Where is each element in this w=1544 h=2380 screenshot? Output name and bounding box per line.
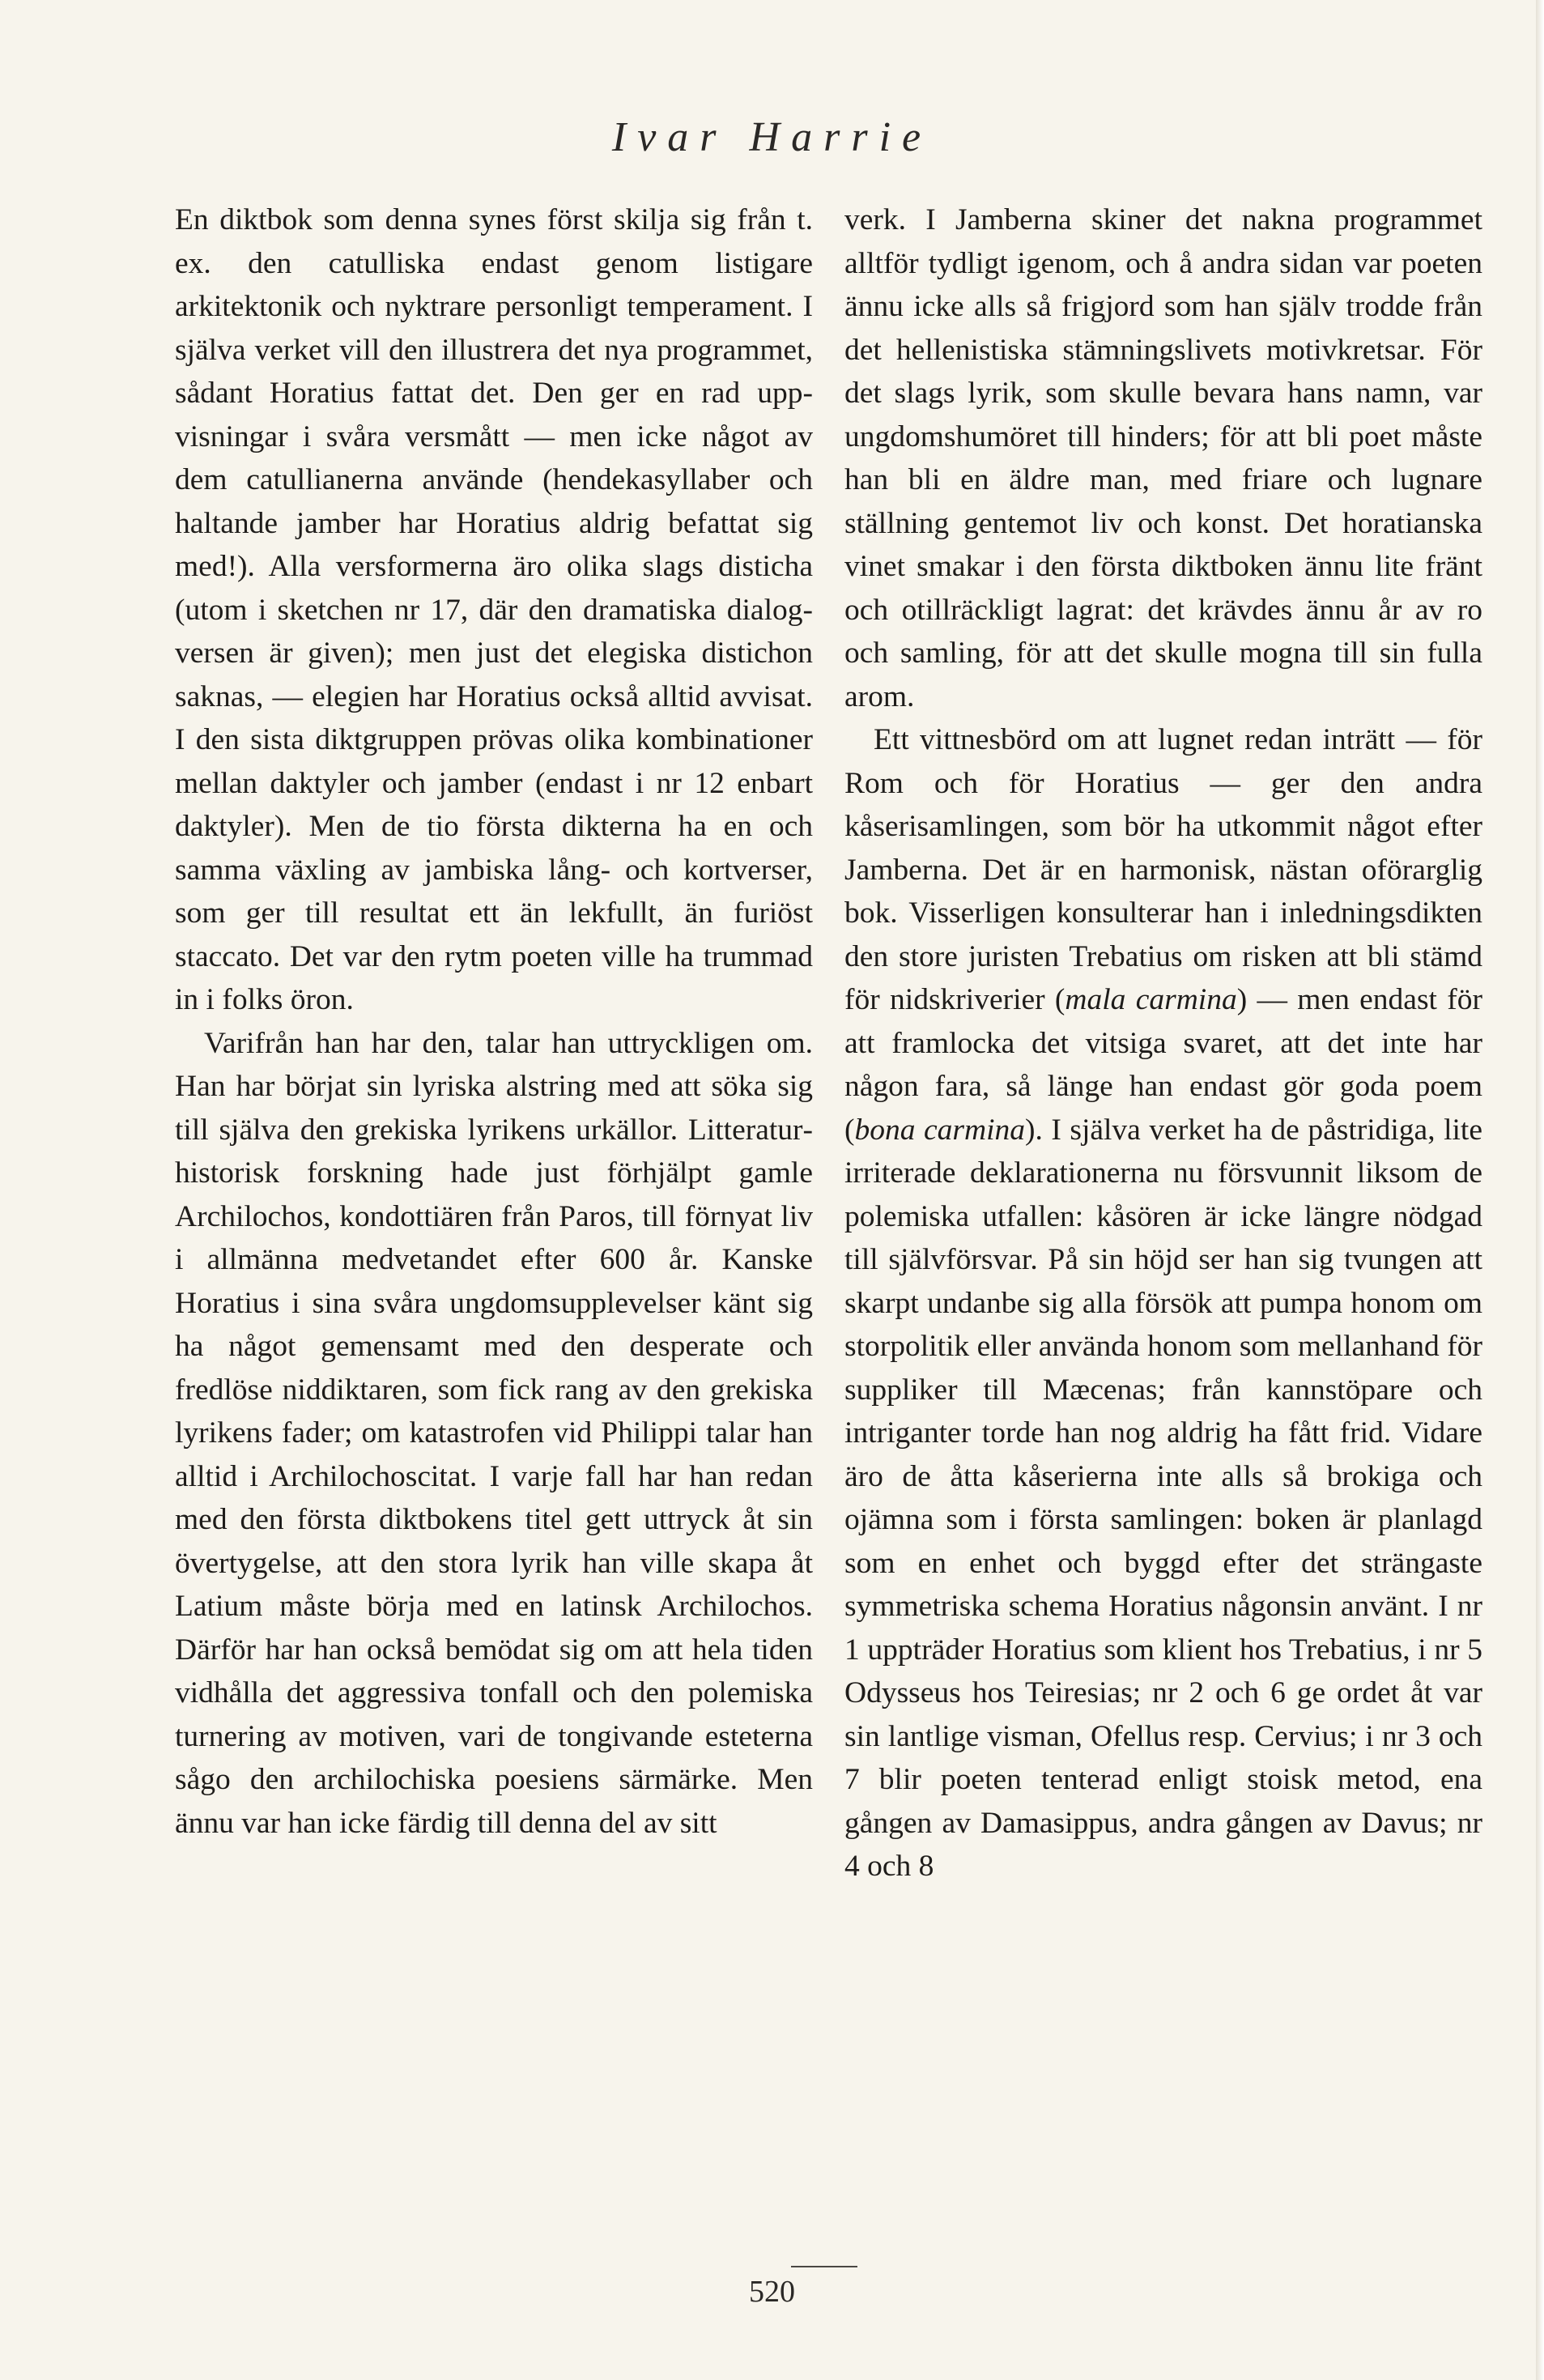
right-column: [844, 198, 1482, 2320]
paragraph: verk. I Jamberna skiner det nakna programmet alltför tydligt igenom, och å andra sidan var poeten ännu icke alls så frigjord som han själv trodde från det hellenistiska stämningslivets motivkretsar. För det slags lyrik, som skulle bevara hans namn, var ungdomshumöret till hinders; för att bli poet måste han bli en äldre man, med friare och lugnare ställning gentemot liv och konst. Det horatianska vinet smakar i den första diktboken ännu lite fränt och otillräckligt lagrat: det krävdes ännu år av ro och samling, för att det skulle mogna till sin fulla arom.: [844, 203, 1482, 713]
paragraph: En diktbok som denna synes först skilja sig från t. ex. den catulliska endast genom listigare arkitektonik och nyktrare personligt temperament. I själva verket vill den illustrera det nya programmet, sådant Horatius fattat det. Den ger en rad uppvisningar i svåra versmått — men icke något av dem catullianerna använde (hendekasyllaber och haltande jamber har Horatius aldrig befattat sig med!). Alla versformerna äro olika slags disticha (utom i sketchen nr 17, där den dramatiska dialogversen är given); men just det elegiska distichon saknas, — elegien har Horatius också alltid avvisat. I den sista diktgruppen prövas olika kombinationer mellan daktyler och jamber (endast i nr 12 enbart daktyler). Men de tio första dikterna ha en och samma växling av jambiska lång- och kortverser, som ger till resultat ett än lekfullt, än furiöst staccato. Det var den rytm poeten ville ha trummad in i folks öron.: [175, 203, 813, 1016]
text-run: ) — men endast för att framlocka det vitsiga svaret, att det inte har någon fara, så länge han endast gör goda poem (: [844, 983, 1482, 1147]
text-run: Ett vittnesbörd om att lugnet redan inträtt — för Rom och för Horatius — ger den andra kåserisamlingen, som bör ha utkommit något efter Jamberna. Det är en harmonisk, nästan oförarglig bok. Visserligen konsulterar han i inledningsdikten den store juristen Trebatius om risken att bli stämd för nidskriverier (: [844, 723, 1482, 1016]
paragraph: Varifrån han har den, talar han uttryckligen om. Han har börjat sin lyriska alstring med att söka sig till själva den grekiska lyrikens urkällor. Litteraturhistorisk forskning hade just förhjälpt gamle Archilochos, kondottiären från Paros, till förnyat liv i allmänna medvetandet efter 600 år. Kanske Horatius i sina svåra ungdomsupplevelser känt sig ha något gemensamt med den desperate och fredlöse niddiktaren, som fick rang av den grekiska lyrikens fader; om katastrofen vid Philippi talar han alltid i Archilochoscitat. I varje fall har han redan med den första diktbokens titel gett uttryck åt sin övertygelse, att den stora lyrik han ville skapa åt Latium måste börja med en latinsk Archilochos. Därför har han också bemödat sig om att hela tiden vidhålla det aggressiva tonfall och den polemiska turnering av motiven, vari de tongivande esteterna sågo den archilochiska poesiens särmärke. Men ännu var han icke färdig till denna del av sitt: [175, 1026, 813, 1840]
left-column: [175, 198, 813, 2320]
footer-rule: [791, 2266, 857, 2267]
running-title: Ivar Harrie: [611, 114, 933, 160]
paragraph: [844, 718, 1482, 1888]
page-edge: [1536, 0, 1544, 2380]
text-run: ). I själva verket ha de påstridiga, lite irriterade deklarationerna nu försvunnit liksom de polemiska utfallen: kåsören är icke längre nödgad till självförsvar. På sin höjd ser han sig tvungen att skarpt undanbe sig alla försök att pumpa honom om storpolitik eller använda honom som mellanhand för suppliker till Mæcenas; från kannstöpare och intriganter torde han nog aldrig ha fått frid. Vidare äro de åtta kåserierna inte alls så brokiga och ojämna som i första samlingen: boken är planlagd som en enhet och byggd efter det strängaste symmetriska schema Horatius någonsin använt. I nr 1 uppträder Horatius som klient hos Trebatius, i nr 5 Odysseus hos Teiresias; nr 2 och 6 ge ordet åt var sin lantlige visman, Ofellus resp. Cervius; i nr 3 och 7 blir poeten tenterad enligt stoisk metod, ena gången av Damasippus, andra gången av Davus; nr 4 och 8: [844, 1113, 1482, 1883]
italic-phrase: mala carmina: [1065, 983, 1237, 1016]
italic-phrase: bona carmina: [854, 1113, 1025, 1147]
page-number: 520: [749, 2275, 795, 2309]
